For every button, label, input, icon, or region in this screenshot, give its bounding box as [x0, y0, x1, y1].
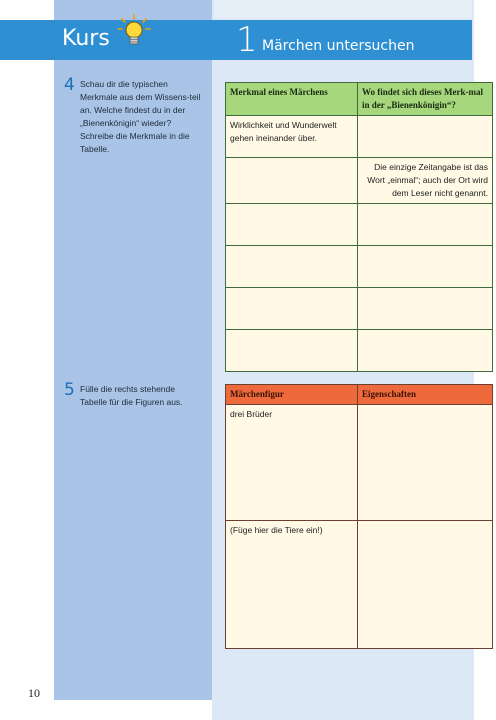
feature-cell[interactable]	[226, 330, 358, 372]
table-row	[226, 521, 493, 649]
task-number: 4	[64, 75, 75, 95]
header-tab	[214, 0, 472, 18]
table-header-row	[226, 385, 493, 405]
feature-cell[interactable]	[226, 204, 358, 246]
location-cell[interactable]	[358, 288, 493, 330]
figures-table	[225, 384, 493, 649]
feature-cell[interactable]	[226, 246, 358, 288]
figure-cell[interactable]: drei Brüder	[226, 405, 358, 521]
location-cell[interactable]	[358, 116, 493, 158]
table-row	[226, 204, 493, 246]
feature-cell[interactable]: Wirklichkeit und Wunderwelt gehen ineinander über.	[226, 116, 358, 158]
table-row	[226, 405, 493, 521]
location-cell[interactable]: Die einzige Zeitangabe ist das Wort „einmal“; auch der Ort wird dem Leser nicht genannt.	[358, 158, 493, 204]
column-header-figure: Märchenfigur	[226, 385, 358, 405]
table-row	[226, 288, 493, 330]
location-cell[interactable]	[358, 246, 493, 288]
course-label: Kurs	[62, 26, 110, 51]
feature-cell[interactable]	[226, 158, 358, 204]
lesson-title: Märchen untersuchen	[262, 38, 415, 54]
table-row	[226, 116, 493, 158]
table-header-row	[226, 83, 493, 116]
task-instruction: Fülle die rechts stehende Tabelle für die Figuren aus.	[80, 384, 183, 407]
feature-cell[interactable]	[226, 288, 358, 330]
task-number: 5	[64, 380, 75, 400]
column-header-traits: Eigenschaften	[358, 385, 493, 405]
column-header-feature: Merkmal eines Märchens	[226, 83, 358, 116]
location-cell[interactable]	[358, 204, 493, 246]
page-number: 10	[28, 686, 40, 700]
table-row	[226, 158, 493, 204]
column-header-location: Wo findet sich dieses Merk-mal in der „Bienenkönigin“?	[358, 83, 493, 116]
location-cell[interactable]	[358, 330, 493, 372]
traits-cell[interactable]	[358, 405, 493, 521]
lightbulb-icon	[117, 14, 151, 50]
table-row	[226, 330, 493, 372]
task-instruction: Schau dir die typischen Merkmale aus dem Wissens-teil an. Welche findest du in der „Bienenkönigin“ wieder? Schreibe die Merkmale in die Tabelle.	[80, 79, 201, 154]
lesson-number: 1	[236, 20, 258, 60]
table-row	[226, 246, 493, 288]
traits-cell[interactable]	[358, 521, 493, 649]
features-table	[225, 82, 493, 372]
figure-cell[interactable]: (Füge hier die Tiere ein!)	[226, 521, 358, 649]
